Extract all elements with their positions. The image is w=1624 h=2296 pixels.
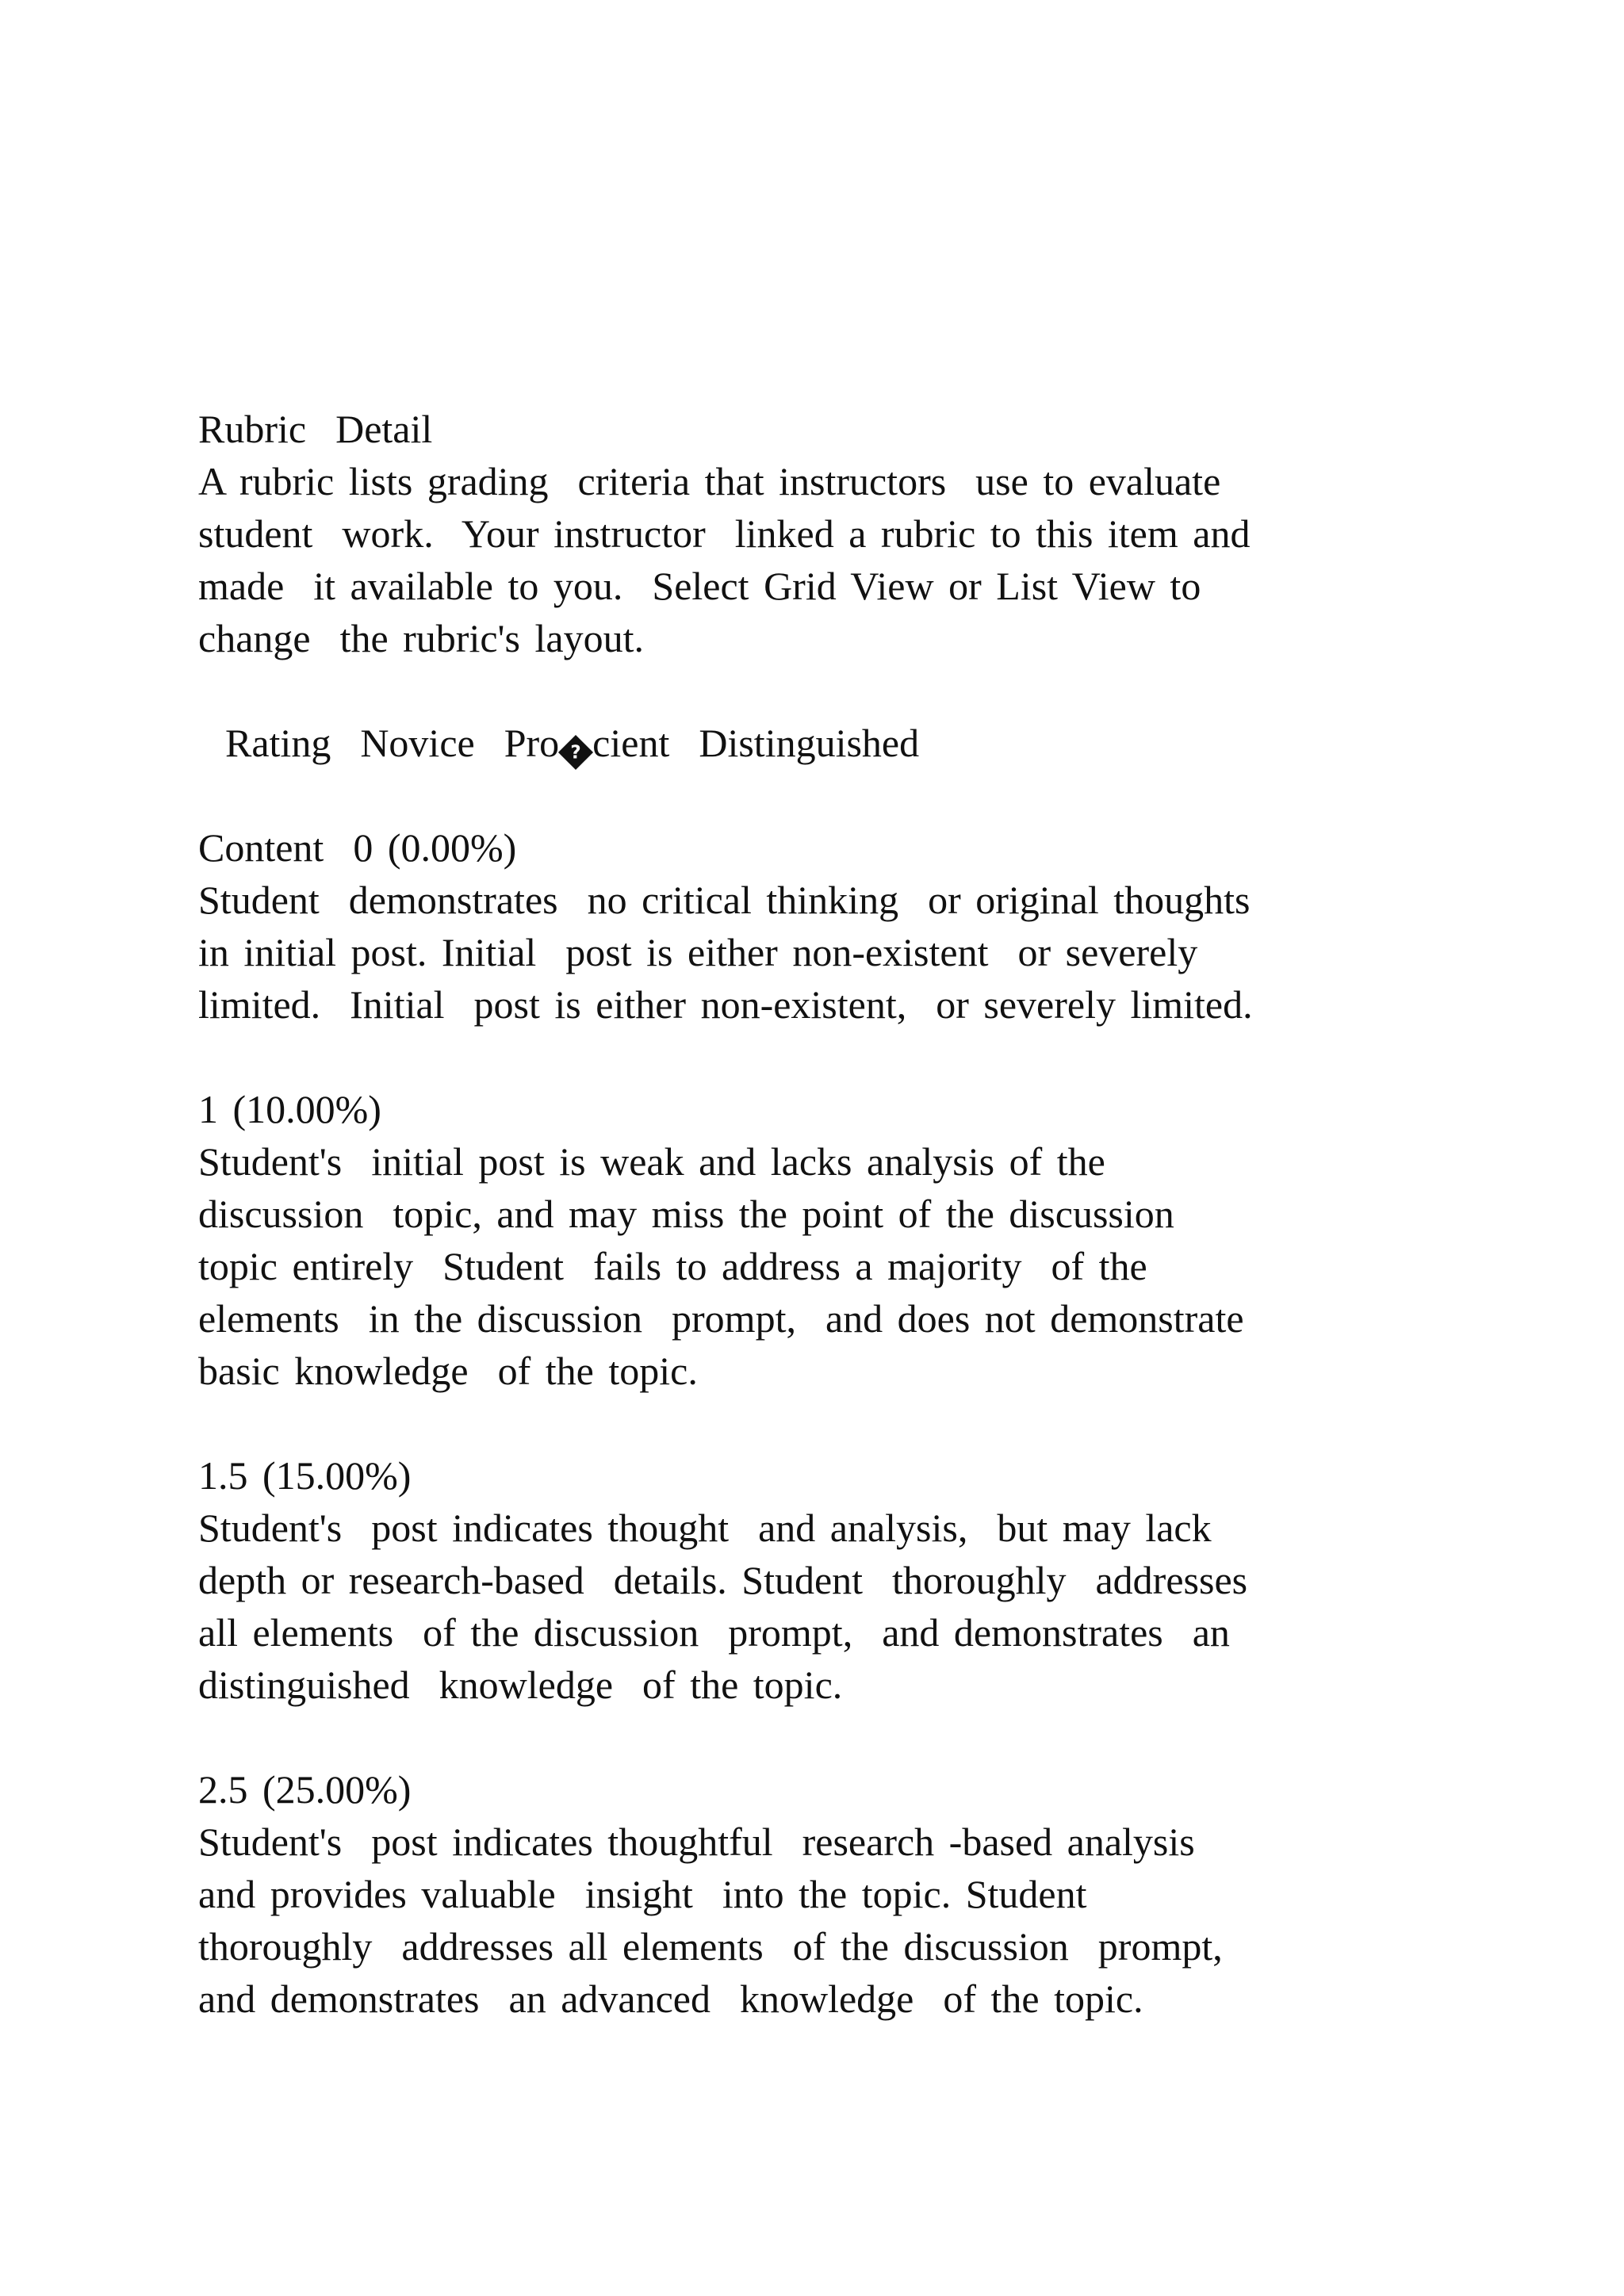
page-title: Rubric Detail: [198, 407, 433, 451]
level-description: [198, 1816, 1435, 2025]
replacement-character-icon: [558, 735, 593, 770]
intro-line: A rubric lists grading criteria that instructors use to evaluate: [198, 459, 1221, 503]
description-line: thoroughly addresses all elements of the discussion prompt,: [198, 1924, 1223, 1969]
spacer: [198, 769, 1435, 821]
rating-header-text: cient Distinguished: [592, 721, 920, 765]
description-line: and provides valuable insight into the topic. Student: [198, 1872, 1087, 1916]
level-score: 1 (10.00%): [198, 1087, 381, 1131]
spacer: [198, 1397, 1435, 1449]
intro-paragraph: [198, 455, 1435, 664]
rating-header-row: [198, 717, 1435, 769]
level-score: 2.5 (25.00%): [198, 1767, 412, 1812]
replacement-character-mark: ?: [570, 741, 581, 763]
description-line: distinguished knowledge of the topic.: [198, 1663, 843, 1707]
spacer: [198, 664, 1435, 717]
level-description: [198, 1502, 1435, 1711]
criterion-label: Content 0 (0.00%): [198, 825, 517, 870]
description-line: all elements of the discussion prompt, and demonstrates an: [198, 1610, 1230, 1655]
description-line: elements in the discussion prompt, and does not demonstrate: [198, 1296, 1244, 1341]
description-line: Student's post indicates thoughtful research -based analysis: [198, 1820, 1195, 1864]
level-description: [198, 874, 1435, 1031]
description-line: in initial post. Initial post is either non-existent or severely: [198, 930, 1198, 974]
intro-line: change the rubric's layout.: [198, 616, 644, 660]
description-line: discussion topic, and may miss the point of the discussion: [198, 1192, 1174, 1236]
spacer: [198, 1711, 1435, 1763]
description-line: and demonstrates an advanced knowledge of the topic.: [198, 1976, 1143, 2021]
description-line: limited. Initial post is either non-existent, or severely limited.: [198, 982, 1253, 1027]
intro-line: student work. Your instructor linked a rubric to this item and: [198, 511, 1251, 556]
description-line: Student's post indicates thought and analysis, but may lack: [198, 1506, 1212, 1550]
intro-line: made it available to you. Select Grid View or List View to: [198, 564, 1201, 608]
description-line: depth or research-based details. Student thoroughly addresses: [198, 1558, 1248, 1602]
description-line: basic knowledge of the topic.: [198, 1349, 698, 1393]
rating-header-text: Rating Novice Pro: [225, 721, 560, 765]
level-description: [198, 1135, 1435, 1397]
document-page: [198, 403, 1435, 2025]
description-line: Student's initial post is weak and lacks analysis of the: [198, 1139, 1105, 1184]
description-line: Student demonstrates no critical thinking or original thoughts: [198, 878, 1251, 922]
spacer: [198, 1031, 1435, 1083]
level-score: 1.5 (15.00%): [198, 1453, 412, 1498]
description-line: topic entirely Student fails to address a majority of the: [198, 1244, 1147, 1288]
